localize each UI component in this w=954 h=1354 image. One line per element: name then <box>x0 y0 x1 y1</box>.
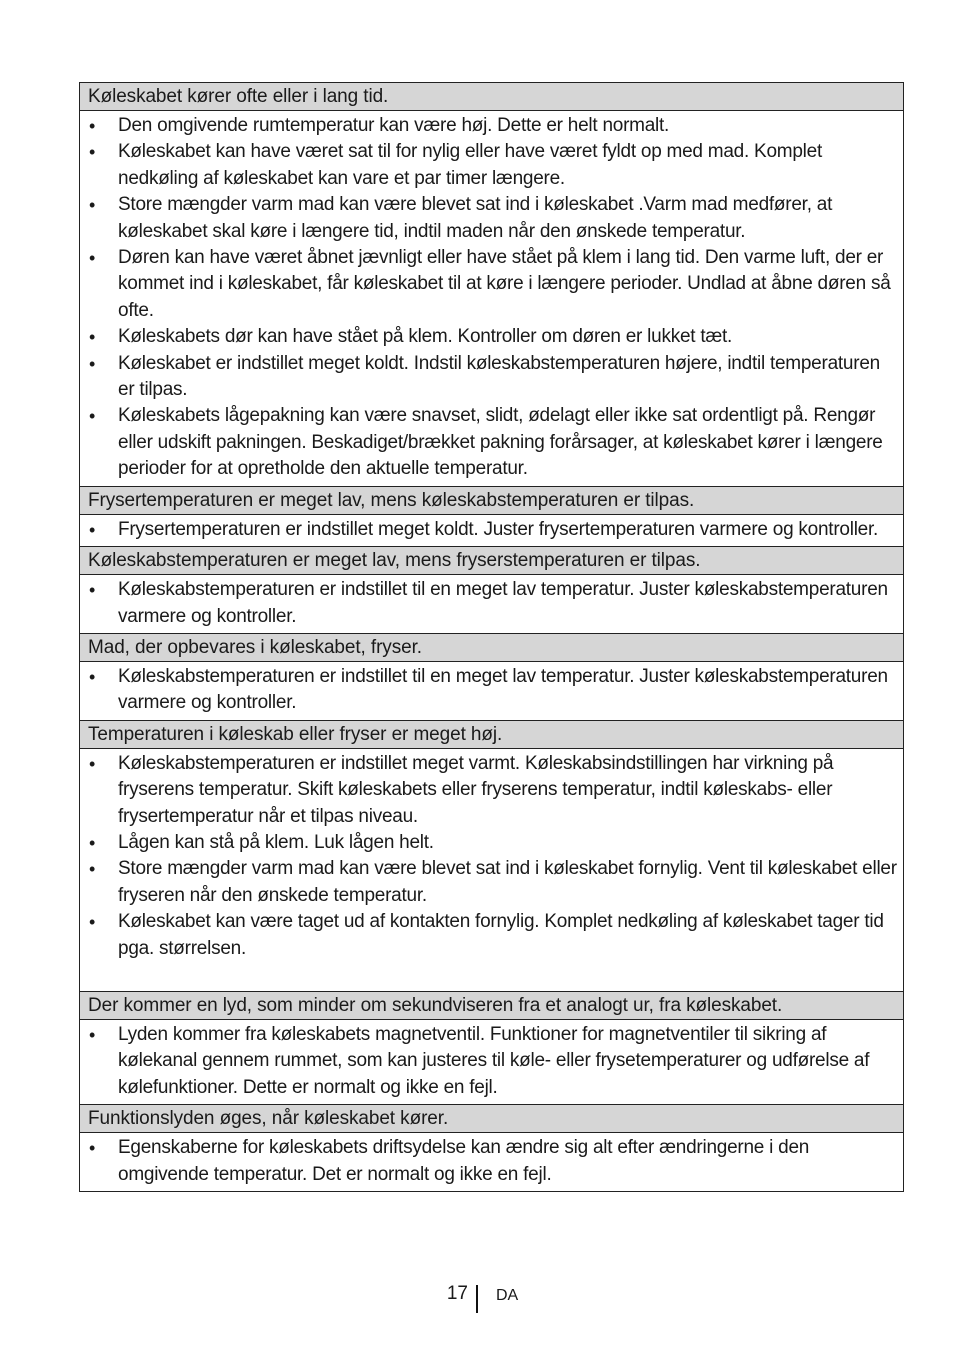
bullet-icon: • <box>89 248 96 269</box>
footer-divider <box>476 1285 478 1313</box>
section-body-running-often <box>80 111 903 487</box>
section-header-ticking-sound: Der kommer en lyd, som minder om sekundviseren fra et analogt ur, fra køleskabet. <box>80 992 903 1020</box>
list-item: • Døren kan have været åbnet jævnligt eller have stået på klem i lang tid. Den varme luft, der er kommet ind i køleskabet, får køleskabet til at køre i længere perioder. Undlad at åbne døren så ofte. <box>89 247 891 321</box>
bullet-icon: • <box>89 327 96 348</box>
section-header-temp-high: Temperaturen i køleskab eller fryser er meget høj. <box>80 721 903 749</box>
bullet-icon: • <box>89 1024 96 1045</box>
list-item: • Egenskaberne for køleskabets driftsydelse kan ændre sig alt efter ændringerne i den omgivende temperatur. Det er normalt og ikke en fejl. <box>89 1137 810 1185</box>
page-number: 17 <box>446 1283 468 1304</box>
list-item: • Store mængder varm mad kan være blevet sat ind i køleskabet fornylig. Vent til køleskabet eller fryseren når den ønskede temperatur. <box>89 858 897 906</box>
bullet-icon: • <box>89 353 96 374</box>
section-body-operating-noise <box>80 1133 903 1192</box>
list-item: • Køleskabets lågepakning kan være snavset, slidt, ødelagt eller ikke sat ordentligt på. Rengør eller udskift pakningen. Beskadiget/brækket pakning forårsager, at køleskabet kører i længere perioder for at opretholde den aktuelle temperatur. <box>89 405 883 480</box>
bullet-icon: • <box>89 116 96 136</box>
list-item: • Køleskabet er indstillet meget koldt. Indstil køleskabstemperaturen højere, indtil temperaturen er tilpas. <box>89 352 880 401</box>
list-item: • Køleskabet kan være taget ud af kontakten fornylig. Komplet nedkøling af køleskabet tager tid pga. størrelsen. <box>89 911 884 959</box>
list-item: • Den omgivende rumtemperatur kan være høj. Dette er helt normalt. <box>88 113 897 139</box>
list-item: • Køleskabet kan have været sat til for nylig eller have været fyldt op med mad. Komplet nedkøling af køleskabet kan vare et par timer længere. <box>89 141 822 189</box>
bullet-icon: • <box>89 195 96 216</box>
section-body-ticking-sound <box>80 1020 903 1105</box>
section-body-freezer-low <box>80 515 903 547</box>
bullet-icon: • <box>89 1138 96 1159</box>
bullet-icon: • <box>89 753 96 774</box>
bullet-icon: • <box>89 912 96 933</box>
list-item: • Store mængder varm mad kan være blevet sat ind i køleskabet .Varm mad medfører, at køleskabet skal køre i længere tid, indtil maden når den ønskede temperatur. <box>89 194 833 242</box>
bullet-icon: • <box>89 406 96 427</box>
section-header-food-freezes: Mad, der opbevares i køleskabet, fryser. <box>80 634 903 662</box>
list-item: • Lågen kan stå på klem. Luk lågen helt. <box>88 830 897 856</box>
bullet-icon: • <box>89 666 96 687</box>
section-header-operating-noise: Funktionslyden øges, når køleskabet kører. <box>80 1105 903 1133</box>
list-item: • Køleskabstemperaturen er indstillet meget varmt. Køleskabsindstillingen har virkning på fryserens temperatur. Skift køleskabets eller fryserens temperatur, indtil køleskabs- eller frysertemperatur når et tilpas niveau. <box>89 752 834 827</box>
bullet-icon: • <box>89 859 96 880</box>
language-code: DA <box>496 1287 519 1304</box>
section-body-temp-high <box>80 749 903 992</box>
page-footer <box>0 1282 954 1312</box>
section-spacer <box>88 962 897 988</box>
bullet-icon: • <box>89 580 96 601</box>
list-item: • Frysertemperaturen er indstillet meget koldt. Juster frysertemperaturen varmere og kontroller. <box>88 517 897 543</box>
section-header-fridge-low: Køleskabstemperaturen er meget lav, mens fryserstemperaturen er tilpas. <box>80 547 903 575</box>
list-item: • Lyden kommer fra køleskabets magnetventil. Funktioner for magnetventiler til sikring af kølekanal gennem rummet, som kan justeres til køle- eller frysetemperaturer og udførelse af kølefunktioner. Dette er normalt og ikke en fejl. <box>89 1023 870 1098</box>
bullet-icon: • <box>89 519 96 540</box>
section-header-running-often: Køleskabet kører ofte eller i lang tid. <box>80 83 903 111</box>
section-body-food-freezes <box>80 662 903 721</box>
bullet-icon: • <box>89 832 96 853</box>
list-item: • Køleskabstemperaturen er indstillet til en meget lav temperatur. Juster køleskabstemperaturen varmere og kontroller. <box>89 665 888 714</box>
troubleshooting-table <box>79 82 904 1192</box>
section-header-freezer-low: Frysertemperaturen er meget lav, mens køleskabstemperaturen er tilpas. <box>80 487 903 515</box>
bullet-icon: • <box>89 142 96 163</box>
section-body-fridge-low <box>80 575 903 634</box>
list-item: • Køleskabets dør kan have stået på klem. Kontroller om døren er lukket tæt. <box>88 324 897 350</box>
list-item: • Køleskabstemperaturen er indstillet til en meget lav temperatur. Juster køleskabstemperaturen varmere og kontroller. <box>89 579 888 627</box>
